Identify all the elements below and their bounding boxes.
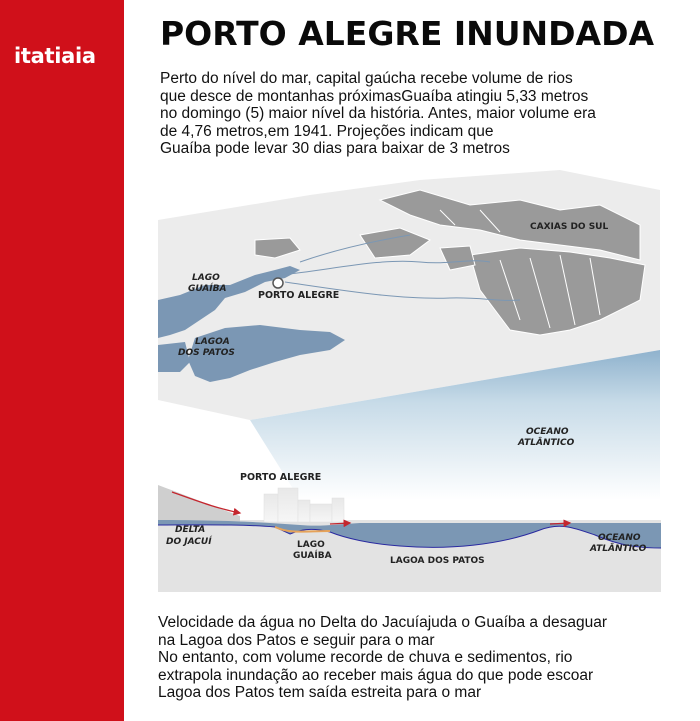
section-label-lagoa: LAGOA DOS PATOS: [390, 556, 485, 566]
itatiaia-logo: itatiaia: [14, 44, 96, 68]
footer-line: Velocidade da água no Delta do Jacuíajuda o Guaíba a desaguar: [158, 614, 607, 631]
footer-line: na Lagoa dos Patos e seguir para o mar: [158, 631, 435, 649]
intro-line: Perto do nível do mar, capital gaúcha recebe volume de rios: [160, 70, 573, 87]
footer-line: extrapola inundação ao receber mais água do que pode escoar: [158, 666, 594, 684]
terrain-map: [158, 170, 660, 500]
intro-line: que desce de montanhas próximasGuaíba atingiu 5,33 metros: [160, 87, 589, 105]
section-label-oceano-1: OCEANO: [598, 533, 641, 543]
map-label-caxias: CAXIAS DO SUL: [530, 222, 609, 232]
intro-line: Guaíba pode levar 30 dias para baixar de 3 metros: [160, 140, 510, 157]
footer-line: Lagoa dos Patos tem saída estreita para o mar: [158, 684, 482, 701]
map-label-oceano-1: OCEANO: [526, 427, 569, 437]
intro-line: de 4,76 metros,em 1941. Projeções indicam que: [160, 122, 494, 140]
page-title: PORTO ALEGRE INUNDADA: [160, 14, 655, 53]
porto-alegre-marker: [273, 278, 283, 288]
map-label-lagoa-1: LAGOA: [195, 337, 230, 347]
map-label-lago-guaiba-1: LAGO: [192, 273, 220, 283]
intro-line: no domingo (5) maior nível da história. Antes, maior volume era: [160, 105, 596, 122]
section-label-delta-1: DELTA: [175, 525, 206, 535]
section-label-guaiba-1: LAGO: [297, 540, 325, 550]
map-label-porto-alegre: PORTO ALEGRE: [258, 290, 340, 301]
footer-line: No entanto, com volume recorde de chuva e sedimentos, rio: [158, 649, 573, 666]
section-label-delta-2: DO JACUÍ: [166, 537, 212, 547]
section-label-porto-alegre: PORTO ALEGRE: [240, 472, 322, 483]
map-label-lago-guaiba-2: GUAÍBA: [188, 284, 227, 294]
footer-text: [158, 614, 688, 702]
map-label-lagoa-2: DOS PATOS: [178, 348, 235, 358]
section-delta-slope: [158, 485, 240, 525]
section-label-guaiba-2: GUAÍBA: [293, 551, 332, 561]
map-label-oceano-2: ATLÂNTICO: [518, 438, 575, 448]
section-label-oceano-2: ATLÂNTICO: [590, 544, 647, 554]
